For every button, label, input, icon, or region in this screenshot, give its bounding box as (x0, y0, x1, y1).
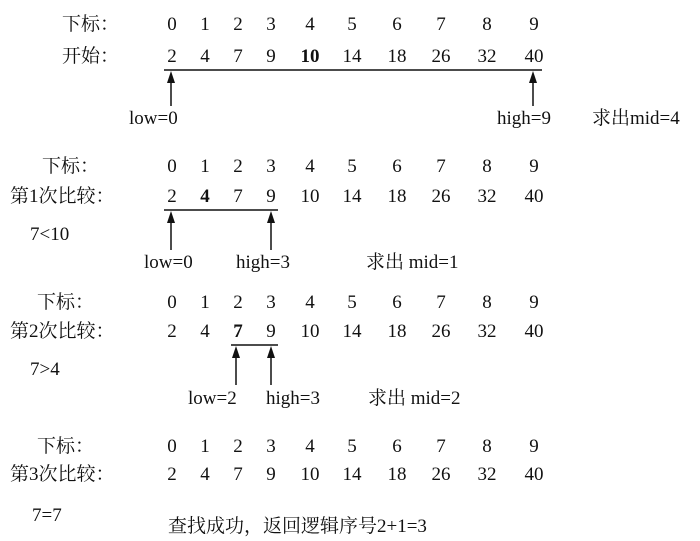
step1-value-2: 7 (233, 186, 243, 207)
step2-index-2: 2 (233, 292, 243, 313)
step1-value-1: 4 (200, 186, 210, 207)
step2-index-label: 下标： (37, 292, 95, 313)
step2-value-4: 10 (300, 321, 320, 342)
step1-index-label: 下标： (42, 156, 100, 177)
step3-value-6: 18 (387, 464, 407, 485)
step0-index-2: 2 (233, 14, 243, 35)
step2-high-label: high=3 (266, 388, 320, 409)
step3-index-8: 8 (482, 436, 492, 457)
step1-index-5: 5 (347, 156, 357, 177)
step0-index-6: 6 (392, 14, 402, 35)
step1-value-8: 32 (477, 186, 497, 207)
step3-index-3: 3 (266, 436, 276, 457)
step1-compare-label: 7<10 (30, 224, 70, 245)
step1-row-label: 第1次比较： (10, 186, 115, 207)
step0-value-0: 2 (167, 46, 177, 67)
step3-index-9: 9 (529, 436, 539, 457)
step0-index-3: 3 (266, 14, 276, 35)
step3-compare-label: 7=7 (32, 505, 62, 526)
step2-value-7: 26 (431, 321, 451, 342)
step3-index-0: 0 (167, 436, 177, 457)
step2-index-7: 7 (436, 292, 446, 313)
step2-index-5: 5 (347, 292, 357, 313)
step0-low-arrow (167, 71, 175, 106)
step2-index-0: 0 (167, 292, 177, 313)
step0-index-9: 9 (529, 14, 539, 35)
step2-index-3: 3 (266, 292, 276, 313)
step1-index-3: 3 (266, 156, 276, 177)
step2-value-3: 9 (266, 321, 276, 342)
step2-value-9: 40 (524, 321, 544, 342)
step3-index-6: 6 (392, 436, 402, 457)
step1-mid-label: 求出 mid=1 (366, 252, 459, 273)
step1-value-3: 9 (266, 186, 276, 207)
step2-index-4: 4 (305, 292, 315, 313)
step0-mid-label: 求出mid=4 (592, 108, 680, 129)
step0-index-7: 7 (436, 14, 446, 35)
step2-value-6: 18 (387, 321, 407, 342)
step3-index-label: 下标： (37, 436, 95, 457)
step1-value-9: 40 (524, 186, 544, 207)
step0-index-8: 8 (482, 14, 492, 35)
step1-high-label: high=3 (236, 252, 290, 273)
step1-value-4: 10 (300, 186, 320, 207)
step0-index-1: 1 (200, 14, 210, 35)
step2-index-8: 8 (482, 292, 492, 313)
step1-index-4: 4 (305, 156, 315, 177)
step2-compare-label: 7>4 (30, 359, 60, 380)
step2-value-0: 2 (167, 321, 177, 342)
step3-row-label: 第3次比较： (10, 464, 115, 485)
step0-index-4: 4 (305, 14, 315, 35)
step1-index-1: 1 (200, 156, 210, 177)
step3-value-3: 9 (266, 464, 276, 485)
step0-value-6: 18 (387, 46, 407, 67)
step3-value-2: 7 (233, 464, 243, 485)
step3-value-9: 40 (524, 464, 544, 485)
step3-value-0: 2 (167, 464, 177, 485)
step0-row-label: 开始： (62, 46, 120, 67)
step0-value-2: 7 (233, 46, 243, 67)
step2-low-arrow (232, 346, 240, 385)
step2-high-arrow (267, 346, 275, 385)
step1-index-0: 0 (167, 156, 177, 177)
step3-value-5: 14 (342, 464, 362, 485)
step2-index-6: 6 (392, 292, 402, 313)
step0-value-7: 26 (431, 46, 451, 67)
step1-index-8: 8 (482, 156, 492, 177)
result-text: 查找成功，返回逻辑序号2+1=3 (168, 516, 427, 537)
step2-row-label: 第2次比较： (10, 321, 115, 342)
step1-index-7: 7 (436, 156, 446, 177)
step2-value-8: 32 (477, 321, 497, 342)
step1-value-6: 18 (387, 186, 407, 207)
step2-index-1: 1 (200, 292, 210, 313)
step1-value-7: 26 (431, 186, 451, 207)
step1-value-0: 2 (167, 186, 177, 207)
step2-mid-label: 求出 mid=2 (368, 388, 461, 409)
step0-value-8: 32 (477, 46, 497, 67)
step3-value-7: 26 (431, 464, 451, 485)
step3-index-2: 2 (233, 436, 243, 457)
step1-value-5: 14 (342, 186, 362, 207)
step2-index-9: 9 (529, 292, 539, 313)
step3-index-7: 7 (436, 436, 446, 457)
step0-value-5: 14 (342, 46, 362, 67)
step3-value-4: 10 (300, 464, 320, 485)
step0-value-1: 4 (200, 46, 210, 67)
step3-index-5: 5 (347, 436, 357, 457)
step2-low-label: low=2 (188, 388, 237, 409)
step1-index-2: 2 (233, 156, 243, 177)
step3-value-8: 32 (477, 464, 497, 485)
step1-low-label: low=0 (144, 252, 193, 273)
step3-index-1: 1 (200, 436, 210, 457)
step0-value-9: 40 (524, 46, 544, 67)
step1-index-9: 9 (529, 156, 539, 177)
number-rows (167, 14, 543, 485)
step3-index-4: 4 (305, 436, 315, 457)
step0-high-label: high=9 (497, 108, 551, 129)
step0-high-arrow (529, 71, 537, 106)
step3-value-1: 4 (200, 464, 210, 485)
step0-value-4: 10 (300, 46, 320, 67)
step0-value-3: 9 (266, 46, 276, 67)
step2-value-5: 14 (342, 321, 362, 342)
step0-index-label: 下标： (62, 14, 120, 35)
step1-low-arrow (167, 211, 175, 250)
step1-high-arrow (267, 211, 275, 250)
step2-value-1: 4 (200, 321, 210, 342)
step0-index-0: 0 (167, 14, 177, 35)
step0-index-5: 5 (347, 14, 357, 35)
step1-index-6: 6 (392, 156, 402, 177)
step0-low-label: low=0 (129, 108, 178, 129)
step2-value-2: 7 (233, 321, 243, 342)
